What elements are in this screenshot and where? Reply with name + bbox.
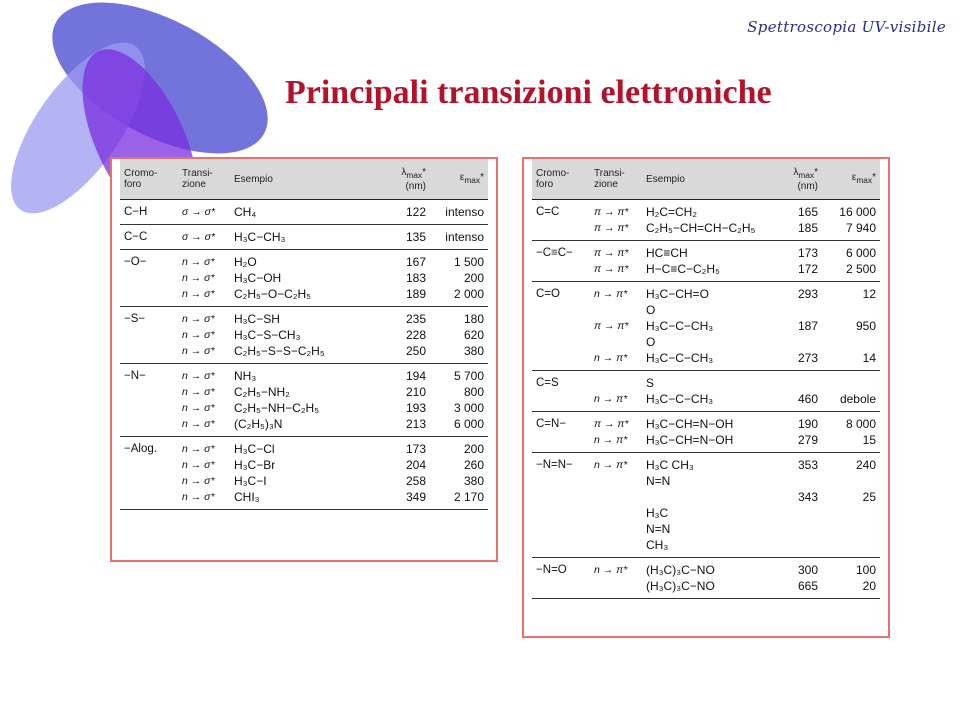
epsilon-cell: 15	[862, 433, 876, 447]
transition-cell: n → π*	[594, 564, 628, 576]
example-cell: C₂H₅−O−C₂H₅	[234, 287, 311, 301]
lambda-cell: 165	[797, 205, 818, 219]
example-cell: H₃C−C−CH₃	[646, 319, 714, 333]
lambda-cell: 173	[405, 442, 426, 456]
chromophore-cell: −N−	[124, 370, 146, 382]
header-tag: Spettroscopia UV-visibile	[747, 18, 946, 36]
lambda-cell: 189	[405, 287, 426, 301]
lambda-cell: 235	[405, 312, 426, 326]
epsilon-cell: 7 940	[845, 221, 876, 235]
example-cell: H₃C−C−CH₃	[646, 392, 714, 406]
table-row	[532, 286, 880, 302]
epsilon-cell: 2 170	[453, 490, 484, 504]
page-title: Principali transizioni elettroniche	[285, 74, 772, 111]
epsilon-cell: 8 000	[845, 417, 876, 431]
transition-cell: n → π*	[594, 352, 628, 364]
lambda-cell: 194	[405, 369, 426, 383]
transition-cell: n → σ*	[182, 288, 215, 300]
table-header	[532, 159, 880, 200]
transition-cell: n → σ*	[182, 475, 215, 487]
table-group	[120, 437, 488, 510]
lambda-cell: 258	[405, 474, 426, 488]
example-cell: CH₄	[234, 205, 257, 219]
transition-cell: n → π*	[594, 288, 628, 300]
table-row	[120, 384, 488, 400]
example-cell: H₃C−CH=N−OH	[646, 433, 734, 447]
lambda-cell: 190	[797, 417, 818, 431]
table-row	[532, 457, 880, 473]
epsilon-cell: 200	[463, 442, 484, 456]
lambda-cell: 293	[797, 287, 818, 301]
example-cell: H₃C CH₃	[646, 458, 694, 472]
lambda-cell: 183	[405, 271, 426, 285]
lambda-cell: 172	[797, 262, 818, 276]
lambda-cell: 300	[797, 563, 818, 577]
epsilon-cell: 380	[463, 474, 484, 488]
table-row	[532, 432, 880, 448]
epsilon-cell: 260	[463, 458, 484, 472]
table-row	[532, 489, 880, 505]
example-cell: (H₃C)₃C−NO	[646, 563, 715, 577]
col-header-epsilon: $\varepsilon_{max}*$	[459, 172, 484, 185]
example-cell: H₃C−OH	[234, 271, 282, 285]
chromophore-cell: −S−	[124, 313, 146, 325]
example-cell: CH₃	[646, 538, 669, 552]
chromophore-cell: −N=O	[536, 564, 567, 576]
chromophore-cell: −N=N−	[536, 459, 573, 471]
chromophore-cell: −C≡C−	[536, 247, 573, 259]
table-row	[532, 318, 880, 334]
transition-cell: n → σ*	[182, 256, 215, 268]
table-row	[120, 270, 488, 286]
example-cell: H₃C−S−CH₃	[234, 328, 301, 342]
lambda-cell: 349	[405, 490, 426, 504]
lambda-cell: 122	[405, 205, 426, 219]
table-group	[532, 412, 880, 453]
lambda-cell: 228	[405, 328, 426, 342]
epsilon-cell: 240	[855, 458, 876, 472]
example-cell: C₂H₅−NH₂	[234, 385, 290, 399]
left-table-panel	[110, 157, 498, 562]
lambda-cell: 273	[797, 351, 818, 365]
table-row	[120, 441, 488, 457]
epsilon-cell: 620	[463, 328, 484, 342]
table-header	[120, 159, 488, 200]
example-cell: O	[646, 335, 656, 349]
transition-cell: π → π*	[594, 418, 629, 430]
example-cell: H₃C−I	[234, 474, 267, 488]
col-header-chromophore: Cromo- foro	[124, 168, 158, 190]
table-row	[120, 311, 488, 327]
example-cell: O	[646, 303, 656, 317]
epsilon-cell: 380	[463, 344, 484, 358]
table-group	[120, 200, 488, 225]
col-header-epsilon: $\varepsilon_{max}*$	[851, 172, 876, 185]
table-group	[532, 453, 880, 558]
table-group	[120, 250, 488, 307]
col-header-transition: Transi- zione	[182, 168, 213, 190]
epsilon-cell: 16 000	[839, 205, 876, 219]
transition-cell: n → σ*	[182, 345, 215, 357]
epsilon-cell: 200	[463, 271, 484, 285]
transition-cell: n → σ*	[182, 443, 215, 455]
example-cell: H₂C=CH₂	[646, 205, 697, 219]
right-table	[532, 159, 880, 599]
example-cell: H₂O	[234, 255, 257, 269]
table-row	[120, 400, 488, 416]
transition-cell: σ → σ*	[182, 206, 216, 218]
col-header-example: Esempio	[234, 173, 273, 185]
transition-cell: n → σ*	[182, 272, 215, 284]
example-cell: C₂H₅−NH−C₂H₅	[234, 401, 319, 415]
epsilon-cell: intenso	[445, 205, 484, 219]
table-row	[532, 350, 880, 366]
table-row	[532, 220, 880, 236]
lambda-cell: 193	[405, 401, 426, 415]
epsilon-cell: 2 000	[453, 287, 484, 301]
table-row	[120, 254, 488, 270]
example-cell: H−C≡C−C₂H₅	[646, 262, 720, 276]
example-cell: (H₃C)₃C−NO	[646, 579, 715, 593]
table-row	[120, 229, 488, 245]
epsilon-cell: 6 000	[453, 417, 484, 431]
transition-cell: π → π*	[594, 320, 629, 332]
chromophore-cell: C=C	[536, 206, 560, 218]
chromophore-cell: −Alog.	[124, 443, 157, 455]
table-row	[532, 391, 880, 407]
epsilon-cell: 950	[855, 319, 876, 333]
epsilon-cell: 800	[463, 385, 484, 399]
table-row	[532, 416, 880, 432]
table-row	[120, 204, 488, 220]
transition-cell: π → π*	[594, 247, 629, 259]
example-cell: NH₃	[234, 369, 257, 383]
col-header-lambda: $\lambda_{max}*$ (nm)	[401, 166, 426, 192]
table-row	[532, 334, 880, 350]
table-group	[532, 371, 880, 412]
lambda-cell: 167	[405, 255, 426, 269]
transition-cell: n → σ*	[182, 370, 215, 382]
table-group	[120, 225, 488, 250]
transition-cell: n → σ*	[182, 491, 215, 503]
epsilon-cell: 20	[862, 579, 876, 593]
table-row	[120, 457, 488, 473]
example-cell: N=N	[646, 522, 671, 536]
transition-cell: n → π*	[594, 434, 628, 446]
col-header-lambda: $\lambda_{max}*$ (nm)	[793, 166, 818, 192]
table-row	[120, 327, 488, 343]
chromophore-cell: C−H	[124, 206, 148, 218]
transition-cell: π → π*	[594, 222, 629, 234]
table-row	[532, 578, 880, 594]
lambda-cell: 279	[797, 433, 818, 447]
lambda-cell: 135	[405, 230, 426, 244]
table-row	[120, 473, 488, 489]
lambda-cell: 250	[405, 344, 426, 358]
epsilon-cell: intenso	[445, 230, 484, 244]
example-cell: HC≡CH	[646, 246, 688, 260]
epsilon-cell: 180	[463, 312, 484, 326]
table-row	[120, 343, 488, 359]
transition-cell: n → π*	[594, 459, 628, 471]
example-cell: H₃C−C−CH₃	[646, 351, 714, 365]
right-table-panel	[522, 157, 890, 638]
example-cell: C₂H₅−CH=CH−C₂H₅	[646, 221, 756, 235]
table-row	[532, 375, 880, 391]
example-cell: H₃C−Cl	[234, 442, 275, 456]
table-group	[532, 558, 880, 599]
example-cell: H₃C−CH=O	[646, 287, 709, 301]
table-group	[120, 364, 488, 437]
lambda-cell: 353	[797, 458, 818, 472]
epsilon-cell: debole	[839, 392, 876, 406]
transition-cell: n → σ*	[182, 418, 215, 430]
transition-cell: σ → σ*	[182, 231, 216, 243]
example-cell: H₃C−Br	[234, 458, 276, 472]
table-group	[532, 200, 880, 241]
epsilon-cell: 12	[862, 287, 876, 301]
chromophore-cell: C=N−	[536, 418, 567, 430]
col-header-example: Esempio	[646, 173, 685, 185]
table-row	[532, 473, 880, 489]
transition-cell: n → σ*	[182, 386, 215, 398]
epsilon-cell: 6 000	[845, 246, 876, 260]
chromophore-cell: −O−	[124, 256, 147, 268]
example-cell: CHI₃	[234, 490, 260, 504]
table-row	[120, 489, 488, 505]
table-group	[120, 307, 488, 364]
table-row	[532, 562, 880, 578]
epsilon-cell: 25	[862, 490, 876, 504]
table-row	[532, 302, 880, 318]
table-row	[120, 416, 488, 432]
lambda-cell: 343	[797, 490, 818, 504]
transition-cell: π → π*	[594, 206, 629, 218]
lambda-cell: 204	[405, 458, 426, 472]
epsilon-cell: 14	[862, 351, 876, 365]
col-header-chromophore: Cromo- foro	[536, 168, 570, 190]
table-row	[532, 261, 880, 277]
chromophore-cell: C−C	[124, 231, 148, 243]
example-cell: N=N	[646, 474, 671, 488]
lambda-cell: 187	[797, 319, 818, 333]
table-row	[532, 521, 880, 537]
transition-cell: n → σ*	[182, 329, 215, 341]
epsilon-cell: 1 500	[453, 255, 484, 269]
table-group	[532, 282, 880, 371]
table-group	[532, 241, 880, 282]
transition-cell: n → σ*	[182, 459, 215, 471]
table-row	[532, 204, 880, 220]
example-cell: H₃C−SH	[234, 312, 280, 326]
transition-cell: n → σ*	[182, 313, 215, 325]
example-cell: H₃C−CH=N−OH	[646, 417, 734, 431]
epsilon-cell: 3 000	[453, 401, 484, 415]
table-row	[532, 505, 880, 521]
left-table	[120, 159, 488, 510]
example-cell: H₃C−CH₃	[234, 230, 286, 244]
lambda-cell: 665	[797, 579, 818, 593]
table-row	[532, 537, 880, 553]
epsilon-cell: 2 500	[845, 262, 876, 276]
table-row	[532, 245, 880, 261]
epsilon-cell: 100	[855, 563, 876, 577]
transition-cell: n → σ*	[182, 402, 215, 414]
lambda-cell: 210	[405, 385, 426, 399]
chromophore-cell: C=S	[536, 377, 559, 389]
transition-cell: n → π*	[594, 393, 628, 405]
epsilon-cell: 5 700	[453, 369, 484, 383]
example-cell: C₂H₅−S−S−C₂H₅	[234, 344, 325, 358]
col-header-transition: Transi- zione	[594, 168, 625, 190]
lambda-cell: 213	[405, 417, 426, 431]
lambda-cell: 173	[797, 246, 818, 260]
lambda-cell: 460	[797, 392, 818, 406]
example-cell: H₃C	[646, 506, 669, 520]
example-cell: S	[646, 376, 655, 390]
chromophore-cell: C=O	[536, 288, 560, 300]
transition-cell: π → π*	[594, 263, 629, 275]
table-row	[120, 368, 488, 384]
example-cell: (C₂H₅)₃N	[234, 417, 283, 431]
table-row	[120, 286, 488, 302]
lambda-cell: 185	[797, 221, 818, 235]
